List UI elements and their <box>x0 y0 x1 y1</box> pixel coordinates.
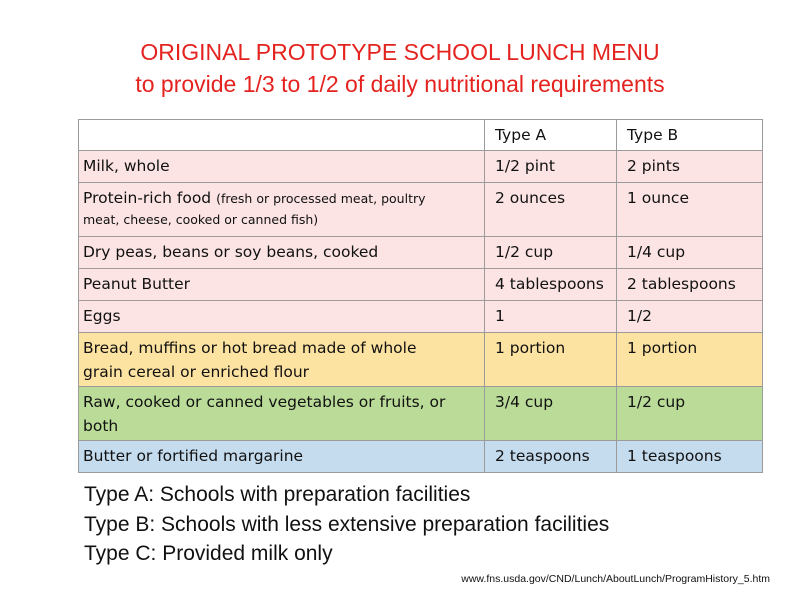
page-subtitle: to provide 1/3 to 1/2 of daily nutritional requirements <box>135 71 665 97</box>
legend-type-b: Type B: Schools with less extensive preparation facilities <box>84 512 610 536</box>
legend-type-a: Type A: Schools with preparation facilities <box>84 483 471 506</box>
lunch-menu-table <box>78 119 763 473</box>
food-cell: Eggs <box>79 301 485 333</box>
type-b-cell: 1 portion <box>617 333 763 387</box>
type-a-cell: 2 ounces <box>485 183 617 237</box>
food-line-1: Raw, cooked or canned vegetables or fruits, or <box>83 393 446 411</box>
type-a-cell: 3/4 cup <box>485 387 617 441</box>
food-cell <box>79 183 485 237</box>
header-cell-type-b: Type B <box>617 120 763 151</box>
type-a-cell: 1/2 cup <box>485 237 617 269</box>
type-b-cell: 1 teaspoons <box>617 441 763 473</box>
source-url: www.fns.usda.gov/CND/Lunch/AboutLunch/ProgramHistory_5.htm <box>461 573 770 585</box>
type-a-cell: 4 tablespoons <box>485 269 617 301</box>
food-line-2: grain cereal or enriched flour <box>83 363 310 381</box>
table-row <box>79 301 763 333</box>
header-cell-type-a: Type A <box>485 120 617 151</box>
food-line-2: both <box>83 417 119 435</box>
table-row <box>79 441 763 473</box>
header-cell-blank <box>79 120 485 151</box>
food-cell: Milk, whole <box>79 151 485 183</box>
food-line-1: Bread, muffins or hot bread made of whole <box>83 339 417 357</box>
page-title: ORIGINAL PROTOTYPE SCHOOL LUNCH MENU <box>140 39 660 65</box>
food-cell <box>79 333 485 387</box>
type-b-cell: 1/2 <box>617 301 763 333</box>
type-b-cell: 1/2 cup <box>617 387 763 441</box>
table-row <box>79 237 763 269</box>
table-row <box>79 333 763 387</box>
type-a-cell: 2 teaspoons <box>485 441 617 473</box>
legend-type-c: Type C: Provided milk only <box>84 542 333 565</box>
type-legend <box>84 480 609 569</box>
food-cell: Dry peas, beans or soy beans, cooked <box>79 237 485 269</box>
food-note-continued: meat, cheese, cooked or canned fish) <box>83 212 319 227</box>
table-header-row <box>79 120 763 151</box>
food-cell <box>79 387 485 441</box>
food-name: Protein-rich food <box>83 189 212 207</box>
table-row <box>79 151 763 183</box>
food-note: (fresh or processed meat, poultry <box>216 191 426 206</box>
type-a-cell: 1 portion <box>485 333 617 387</box>
table-row <box>79 387 763 441</box>
type-b-cell: 2 pints <box>617 151 763 183</box>
type-b-cell: 1 ounce <box>617 183 763 237</box>
table-row <box>79 183 763 237</box>
type-b-cell: 2 tablespoons <box>617 269 763 301</box>
food-cell: Butter or fortified margarine <box>79 441 485 473</box>
type-b-cell: 1/4 cup <box>617 237 763 269</box>
table-row <box>79 269 763 301</box>
food-cell: Peanut Butter <box>79 269 485 301</box>
type-a-cell: 1 <box>485 301 617 333</box>
type-a-cell: 1/2 pint <box>485 151 617 183</box>
